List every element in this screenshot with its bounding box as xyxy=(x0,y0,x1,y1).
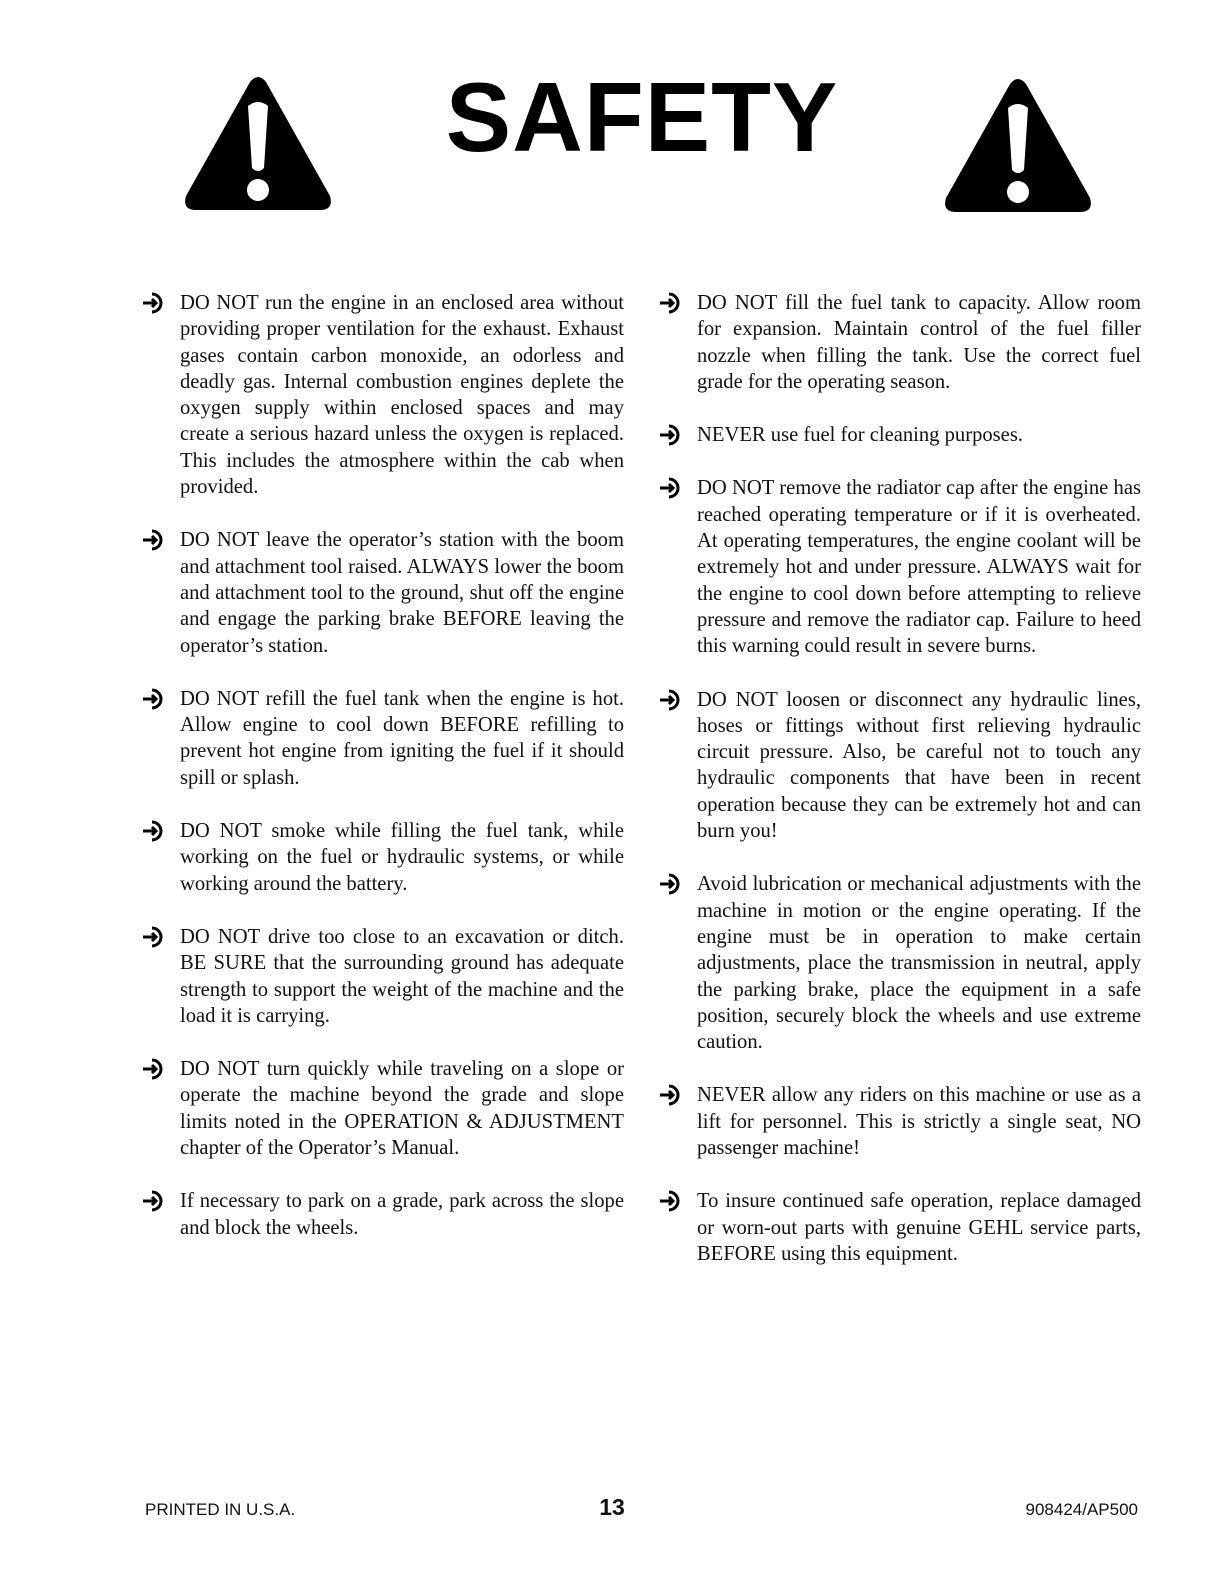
safety-item-text: DO NOT refill the fuel tank when the engine is hot. Allow engine to cool down BEFORE refilling to prevent hot engine from igniting the fuel if it should spill or splash. xyxy=(180,687,624,789)
arrow-bullet-icon xyxy=(142,688,164,710)
list-item xyxy=(142,686,624,791)
safety-list-right xyxy=(659,290,1141,1294)
list-item xyxy=(142,924,624,1029)
page-title: SAFETY xyxy=(445,62,839,172)
list-item xyxy=(142,290,624,500)
arrow-bullet-icon xyxy=(659,1084,681,1106)
arrow-bullet-icon xyxy=(142,292,164,314)
arrow-bullet-icon xyxy=(142,820,164,842)
safety-item-text: NEVER use fuel for cleaning purposes. xyxy=(697,424,1023,447)
warning-triangle-icon xyxy=(182,74,334,212)
arrow-bullet-icon xyxy=(142,1058,164,1080)
page-header xyxy=(0,0,1224,240)
safety-item-text: NEVER allow any riders on this machine or use as a lift for personnel. This is strictly a single seat, NO passenger machine! xyxy=(697,1084,1141,1160)
list-item xyxy=(659,871,1141,1055)
arrow-bullet-icon xyxy=(142,926,164,948)
safety-item-text: DO NOT fill the fuel tank to capacity. Allow room for expansion. Maintain control of the fuel filler nozzle when filling the tank. Use the correct fuel grade for the operating season. xyxy=(697,292,1141,393)
document-code: 908424/AP500 xyxy=(1025,1500,1138,1519)
list-item xyxy=(659,687,1141,845)
safety-item-text: Avoid lubrication or mechanical adjustments with the machine in motion or the engine operating. If the engine must be in operation to make certain adjustments, place the transmission in neutral, apply the parking brake, place the equipment in a safe position, securely block the wheels and use extreme caution. xyxy=(697,873,1141,1054)
list-item xyxy=(142,1188,624,1241)
arrow-bullet-icon xyxy=(142,1190,164,1212)
safety-item-text: DO NOT smoke while filling the fuel tank, while working on the fuel or hydraulic systems, or while working around the battery. xyxy=(180,820,624,895)
list-item xyxy=(659,1082,1141,1161)
arrow-bullet-icon xyxy=(142,529,164,551)
arrow-bullet-icon xyxy=(659,424,681,446)
page-footer xyxy=(0,1494,1224,1534)
list-item xyxy=(142,818,624,897)
list-item xyxy=(659,290,1141,395)
arrow-bullet-icon xyxy=(659,292,681,314)
arrow-bullet-icon xyxy=(659,689,681,711)
list-item xyxy=(659,422,1141,448)
list-item xyxy=(659,1188,1141,1267)
arrow-bullet-icon xyxy=(659,873,681,895)
list-item xyxy=(659,475,1141,659)
safety-item-text: DO NOT turn quickly while traveling on a slope or operate the machine beyond the grade and slope limits noted in the OPERATION & ADJUSTMENT chapter of the Operator’s Manual. xyxy=(180,1058,624,1160)
arrow-bullet-icon xyxy=(659,477,681,499)
page-number: 13 xyxy=(599,1494,625,1520)
safety-item-text: If necessary to park on a grade, park across the slope and block the wheels. xyxy=(180,1190,624,1239)
list-item xyxy=(142,527,624,658)
safety-item-text: DO NOT run the engine in an enclosed area without providing proper ventilation for the exhaust. Exhaust gases contain carbon monoxide, an odorless and deadly gas. Internal combustion engines deplete the oxygen supply within enclosed spaces and may create a serious hazard unless the oxygen is replaced. This includes the atmosphere within the cab when provided. xyxy=(180,292,624,499)
safety-item-text: To insure continued safe operation, replace damaged or worn-out parts with genuine GEHL service parts, BEFORE using this equipment. xyxy=(697,1190,1141,1265)
list-item xyxy=(142,1056,624,1161)
print-location: PRINTED IN U.S.A. xyxy=(145,1500,296,1519)
arrow-bullet-icon xyxy=(659,1190,681,1212)
safety-item-text: DO NOT loosen or disconnect any hydraulic lines, hoses or fittings without first relieving hydraulic circuit pressure. Also, be careful not to touch any hydraulic components that have been in recent operation because they can be extremely hot and can burn you! xyxy=(697,688,1141,843)
safety-item-text: DO NOT leave the operator’s station with the boom and attachment tool raised. ALWAYS lower the boom and attachment tool to the ground, shut off the engine and engage the parking brake BEFORE leaving the operator’s station. xyxy=(180,529,624,657)
safety-list-left xyxy=(142,290,624,1268)
safety-item-text: DO NOT remove the radiator cap after the engine has reached operating temperature or if it is overheated. At operating temperatures, the engine coolant will be extremely hot and under pressure. ALWAYS wait for the engine to cool down before attempting to relieve pressure and remove the radiator cap. Failure to heed this warning could result in severe burns. xyxy=(697,477,1141,658)
safety-item-text: DO NOT drive too close to an excavation or ditch. BE SURE that the surrounding ground has adequate strength to support the weight of the machine and the load it is carrying. xyxy=(180,925,624,1027)
warning-triangle-icon xyxy=(942,76,1094,214)
